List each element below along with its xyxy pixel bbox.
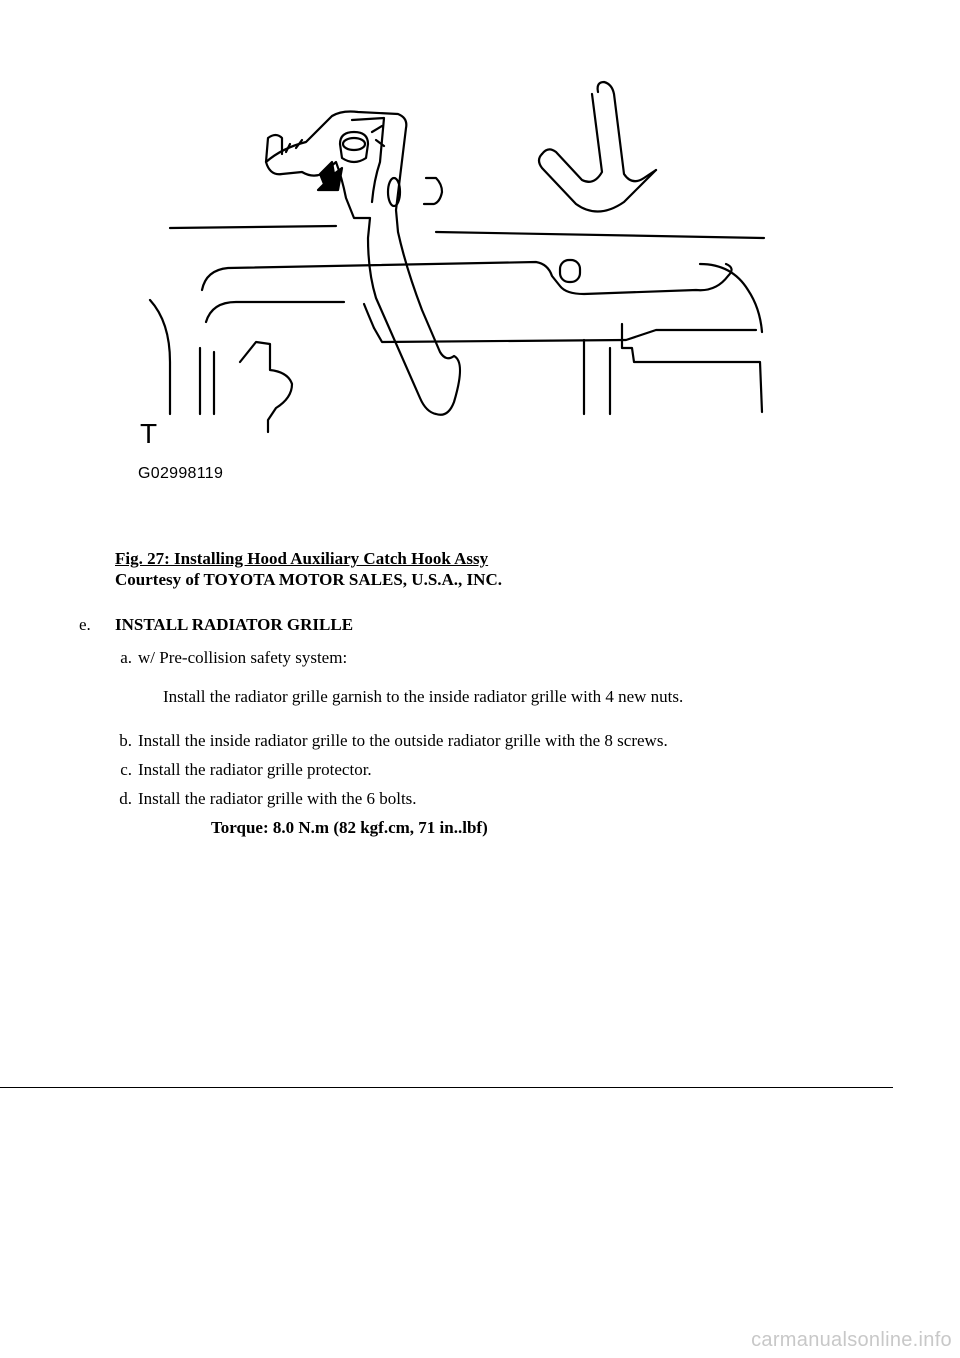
oval-hole [560, 260, 580, 282]
right-bracket-profile [622, 324, 762, 412]
left-bracket-profile [240, 342, 292, 432]
substep-marker: d. [119, 789, 132, 808]
body-line-left [170, 226, 336, 228]
step-install-radiator-grille [79, 614, 353, 635]
substep-b [107, 730, 668, 751]
substep-d [107, 788, 417, 809]
figure-letter: T [140, 418, 158, 449]
figure-hood-catch-hook [136, 62, 776, 492]
page-footer-rule [0, 1087, 893, 1088]
substep-text: Install the radiator grille protector. [138, 760, 372, 779]
figure-code: G02998119 [138, 465, 224, 482]
substep-marker: c. [120, 760, 132, 779]
nut-top [343, 138, 365, 150]
hose-outer [598, 82, 656, 181]
caption-title: Fig. 27: Installing Hood Auxiliary Catch Hook Assy [115, 549, 489, 568]
torque-spec: Torque: 8.0 N.m (82 kgf.cm, 71 in..lbf) [211, 818, 488, 837]
step-marker: e. [79, 615, 91, 634]
hose-inner [542, 94, 602, 182]
hood-catch-hook-illustration [136, 62, 776, 492]
substep-text: Install the inside radiator grille to the outside radiator grille with the 8 screws. [138, 731, 668, 750]
support-upper-edge [202, 262, 732, 294]
body-line-right [436, 232, 764, 238]
substep-text: Install the radiator grille with the 6 bolts. [138, 789, 417, 808]
caption-courtesy: Courtesy of TOYOTA MOTOR SALES, U.S.A., INC. [115, 570, 502, 589]
support-inner-step [364, 304, 374, 328]
substep-a-detail: Install the radiator grille garnish to the inside radiator grille with 4 new nuts. [163, 687, 684, 706]
substep-marker: a. [120, 648, 132, 667]
substep-marker: b. [119, 731, 132, 750]
left-member-curve [150, 300, 170, 414]
substep-a [107, 647, 347, 668]
support-right-curve [700, 264, 762, 332]
catch-hook-stem [266, 135, 282, 162]
catch-hook-inner-edge [352, 118, 384, 202]
watermark: carmanualsonline.info [751, 1329, 952, 1351]
support-inner-left [206, 302, 344, 322]
substep-text: w/ Pre-collision safety system: [138, 648, 348, 667]
catch-hook-pin [424, 178, 442, 204]
substep-c [107, 759, 372, 780]
step-heading: INSTALL RADIATOR GRILLE [115, 615, 354, 634]
hose-outer-lower [539, 154, 656, 212]
figure-caption [115, 548, 502, 590]
